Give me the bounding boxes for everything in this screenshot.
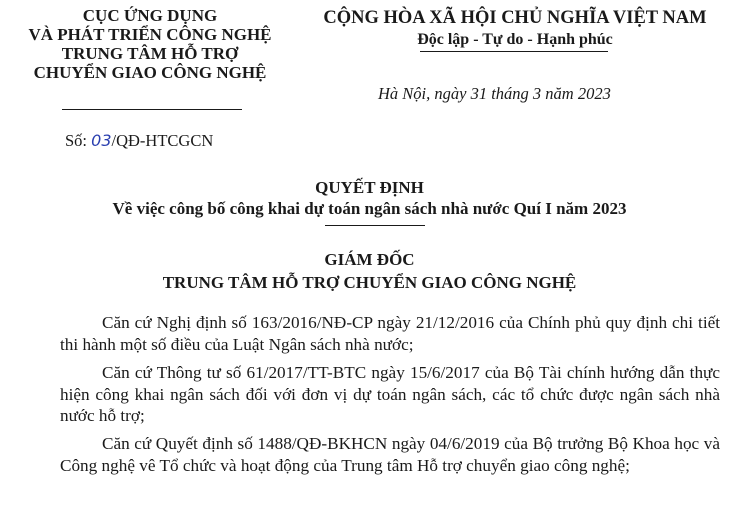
- reference-handwritten-number: 03: [91, 131, 112, 150]
- national-header-block: [305, 7, 725, 50]
- nation-title: CỘNG HÒA XÃ HỘI CHỦ NGHĨA VIỆT NAM: [323, 8, 707, 28]
- agency-underline: [62, 109, 242, 110]
- legal-basis-paragraph-3: Căn cứ Quyết định số 1488/QĐ-BKHCN ngày 04/6/2019 của Bộ trưởng Bộ Khoa học và Công nghệ vê Tổ chức và hoạt động của Trung tâm Hỗ trợ chuyển giao công nghệ;: [60, 434, 720, 475]
- agency-line-2: VÀ PHÁT TRIỂN CÔNG NGHỆ: [28, 25, 272, 44]
- decision-subject: Về việc công bố công khai dự toán ngân sách nhà nước Quí I năm 2023: [112, 199, 627, 218]
- reference-prefix: Số:: [65, 131, 92, 150]
- reference-suffix: /QĐ-HTCGCN: [111, 131, 214, 150]
- agency-line-4: CHUYỂN GIAO CÔNG NGHỆ: [33, 63, 267, 82]
- subject-underline: [325, 225, 425, 226]
- agency-line-3: TRUNG TÂM HỖ TRỢ: [61, 44, 239, 63]
- legal-basis-paragraph-1: Căn cứ Nghị định số 163/2016/NĐ-CP ngày 21/12/2016 của Chính phủ quy định chi tiết thi hành một số điều của Luật Ngân sách nhà nước;: [60, 313, 720, 354]
- issuing-agency-block: [0, 6, 300, 82]
- national-motto: Độc lập - Tự do - Hạnh phúc: [417, 31, 613, 48]
- place-and-date: Hà Nội, ngày 31 tháng 3 năm 2023: [378, 84, 611, 103]
- authority-organization: TRUNG TÂM HỖ TRỢ CHUYỂN GIAO CÔNG NGHỆ: [162, 273, 577, 292]
- motto-underline: [420, 51, 608, 52]
- decision-title: QUYẾT ĐỊNH: [315, 178, 424, 197]
- reference-number: [65, 131, 213, 151]
- authority-title: GIÁM ĐỐC: [324, 250, 415, 269]
- legal-basis-paragraph-2: Căn cứ Thông tư số 61/2017/TT-BTC ngày 15/6/2017 của Bộ Tài chính hướng dẫn thực hiện công khai ngân sách đối với đơn vị dự toán ngân sách, các tổ chức được ngân sách nhà nước hỗ trợ;: [60, 363, 720, 425]
- agency-line-1: CỤC ỨNG DỤNG: [82, 6, 218, 25]
